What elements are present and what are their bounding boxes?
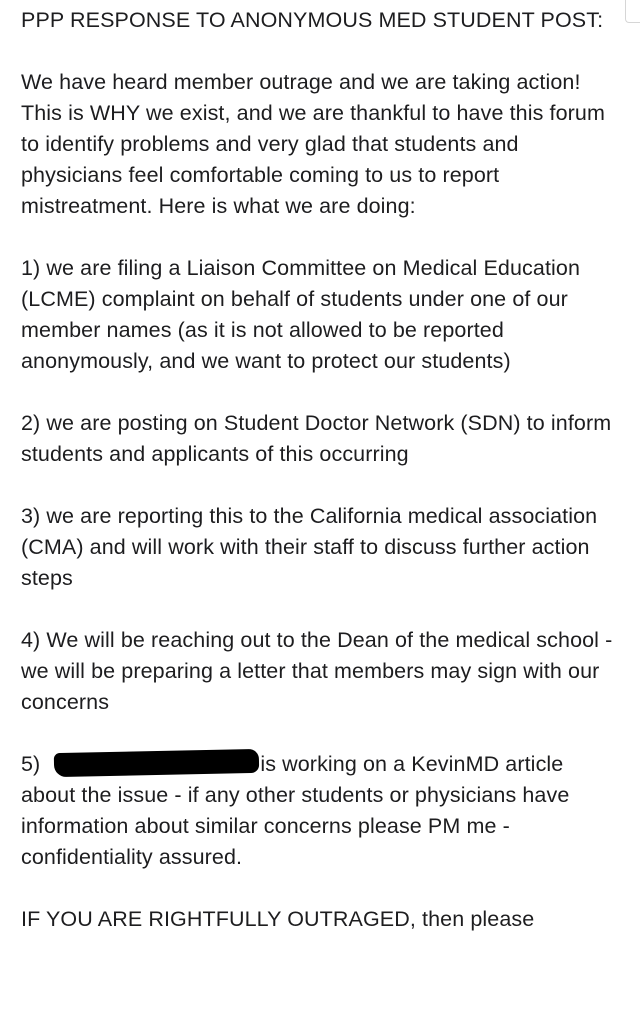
post-intro: We have heard member outrage and we are taking action! This is WHY we exist, and we are thankful to have this forum to identify problems and very glad that students and physicians feel comfortable coming to us to report mistreatment. Here is what we are doing: (21, 70, 605, 218)
action-item-5-number: 5) (21, 752, 41, 776)
action-item-2: 2) we are posting on Student Doctor Network (SDN) to inform students and applicants of this occurring (21, 411, 612, 466)
action-item-5-text: is working on a KevinMD article about the issue - if any other students or physicians have information about similar concerns please PM me - confidentiality assured. (21, 752, 570, 869)
post-body (21, 5, 621, 935)
action-item-3: 3) we are reporting this to the California medical association (CMA) and will work with their staff to discuss further action steps (21, 504, 598, 590)
action-item-4: 4) We will be reaching out to the Dean of the medical school - we will be preparing a letter that members may sign with our concerns (21, 628, 613, 714)
redaction-mark (54, 749, 259, 777)
action-item-1: 1) we are filing a Liaison Committee on Medical Education (LCME) complaint on behalf of students under one of our member names (as it is not allowed to be reported anonymously, and we want to protect our students) (21, 256, 581, 373)
post-closing: IF YOU ARE RIGHTFULLY OUTRAGED, then please (21, 907, 535, 931)
post-heading: PPP RESPONSE TO ANONYMOUS MED STUDENT POST: (21, 8, 604, 32)
action-item-5 (21, 749, 621, 873)
ui-corner-border (625, 0, 640, 23)
